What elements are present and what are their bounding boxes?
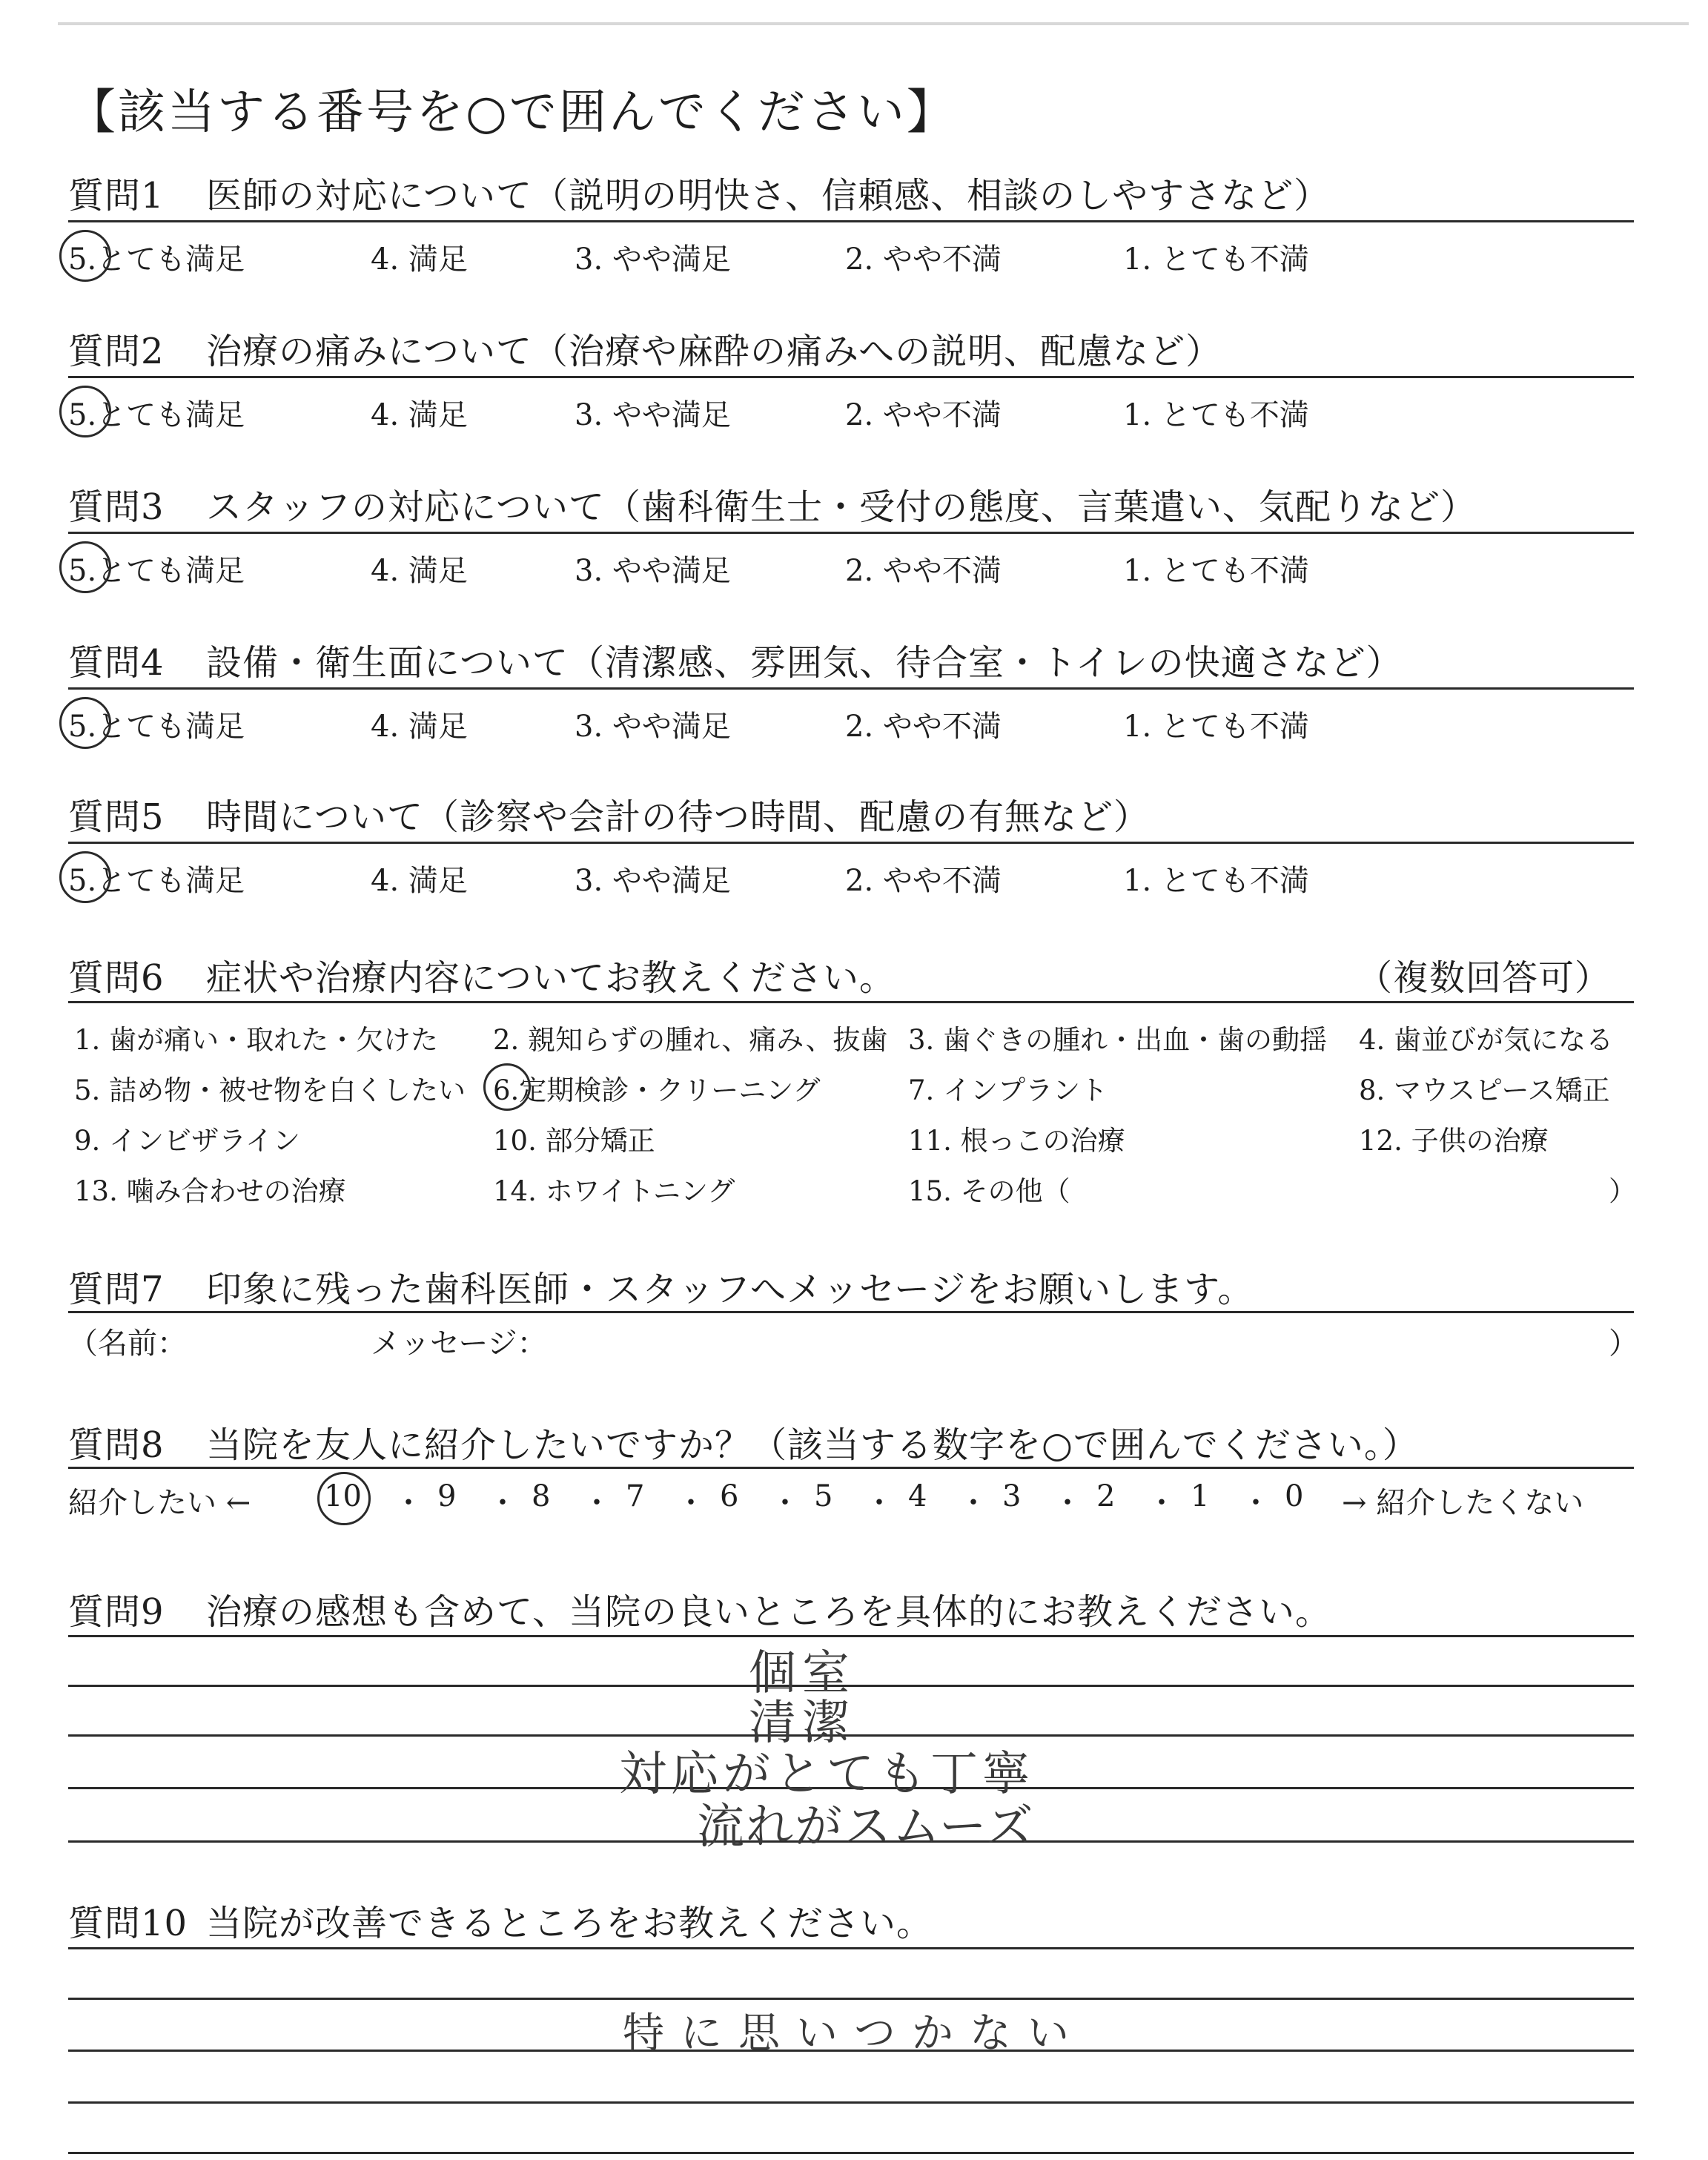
question-label: 質問2 xyxy=(68,331,165,372)
option-5[interactable]: 5.とても満足 xyxy=(68,554,245,588)
score-4[interactable]: 4 xyxy=(908,1479,927,1513)
option-3[interactable]: 3. やや満足 xyxy=(575,398,731,432)
option-5[interactable]: 5.とても満足 xyxy=(68,710,245,744)
option-4[interactable]: 4. 満足 xyxy=(371,398,468,432)
question-text: 時間について（診察や会計の待つ時間、配慮の有無など） xyxy=(206,796,1151,838)
question-rule xyxy=(68,1001,1634,1003)
question-rule xyxy=(68,220,1634,222)
dot: ・ xyxy=(864,1486,894,1520)
option-1[interactable]: 1. とても不満 xyxy=(1123,398,1309,432)
option-1[interactable]: 1. とても不満 xyxy=(1123,554,1309,588)
dot: ・ xyxy=(959,1486,988,1520)
score-5[interactable]: 5 xyxy=(814,1479,833,1513)
q6-option-5[interactable]: 5. 詰め物・被せ物を白くしたい xyxy=(74,1074,466,1106)
option-5[interactable]: 5.とても満足 xyxy=(68,398,245,432)
question-text: 治療の感想も含めて、当院の良いところを具体的にお教えください。 xyxy=(206,1591,1332,1633)
question-rule xyxy=(68,532,1634,534)
selected-circle xyxy=(59,851,111,903)
option-2[interactable]: 2. やや不満 xyxy=(845,554,1002,588)
q6-option-1[interactable]: 1. 歯が痛い・取れた・欠けた xyxy=(74,1024,439,1056)
option-2[interactable]: 2. やや不満 xyxy=(845,864,1002,898)
question-label: 質問1 xyxy=(68,175,165,217)
score-2[interactable]: 2 xyxy=(1096,1479,1116,1513)
q6-option-10[interactable]: 10. 部分矯正 xyxy=(493,1125,655,1157)
question-label: 質問7 xyxy=(68,1269,165,1310)
option-2[interactable]: 2. やや不満 xyxy=(845,398,1002,432)
score-1[interactable]: 1 xyxy=(1191,1479,1210,1513)
question-label: 質問5 xyxy=(68,796,165,838)
handwritten-answer: 流れがスムーズ xyxy=(697,1800,1035,1855)
option-1[interactable]: 1. とても不満 xyxy=(1123,864,1309,898)
question-text: 当院を友人に紹介したいですか？（該当する数字を○で囲んでください。） xyxy=(206,1424,1419,1466)
question-rule xyxy=(68,1311,1634,1313)
q6-option-14[interactable]: 14. ホワイトニング xyxy=(493,1175,735,1207)
handwritten-answer: 対応がとても丁寧 xyxy=(619,1747,1034,1802)
option-2[interactable]: 2. やや不満 xyxy=(845,242,1002,277)
answer-line xyxy=(68,2152,1634,2154)
question-text: 医師の対応について（説明の明快さ、信頼感、相談のしやすさなど） xyxy=(206,175,1331,217)
question-label: 質問4 xyxy=(68,642,165,684)
question-label: 質問10 xyxy=(68,1903,188,1944)
question-label: 質問6 xyxy=(68,957,165,999)
top-border xyxy=(58,22,1689,25)
q6-option-7[interactable]: 7. インプラント xyxy=(908,1074,1108,1106)
q6-option-11[interactable]: 11. 根っこの治療 xyxy=(908,1125,1125,1157)
option-4[interactable]: 4. 満足 xyxy=(371,710,468,744)
q6-option-6[interactable]: 6.定期検診・クリーニング xyxy=(493,1074,821,1106)
score-8[interactable]: 8 xyxy=(532,1479,551,1513)
q6-option-13[interactable]: 13. 噛み合わせの治療 xyxy=(74,1175,346,1207)
question-label: 質問3 xyxy=(68,486,165,528)
page-heading: 【該当する番号を○で囲んでください】 xyxy=(68,85,956,140)
recommend-left-label: 紹介したい ← xyxy=(68,1486,251,1520)
selected-circle xyxy=(59,541,111,593)
option-3[interactable]: 3. やや満足 xyxy=(575,554,731,588)
q6-option-4[interactable]: 4. 歯並びが気になる xyxy=(1359,1024,1614,1056)
answer-line xyxy=(68,2101,1634,2104)
option-3[interactable]: 3. やや満足 xyxy=(575,864,731,898)
answer-line xyxy=(68,1998,1634,2000)
name-label: （名前： xyxy=(68,1327,187,1361)
dot: ・ xyxy=(1241,1486,1271,1520)
option-3[interactable]: 3. やや満足 xyxy=(575,710,731,744)
score-7[interactable]: 7 xyxy=(626,1479,645,1513)
q6-option-2[interactable]: 2. 親知らずの腫れ、痛み、抜歯 xyxy=(493,1024,888,1056)
dot: ・ xyxy=(394,1486,423,1520)
dot: ・ xyxy=(1053,1486,1082,1520)
handwritten-answer: 特に思いつかない xyxy=(623,2009,1085,2058)
option-4[interactable]: 4. 満足 xyxy=(371,242,468,277)
recommend-right-label: → 紹介したくない xyxy=(1342,1486,1584,1520)
score-10[interactable]: 10 xyxy=(324,1479,362,1513)
other-close-paren: ） xyxy=(1609,1175,1636,1207)
selected-circle xyxy=(59,697,111,749)
option-1[interactable]: 1. とても不満 xyxy=(1123,242,1309,277)
q6-option-8[interactable]: 8. マウスピース矯正 xyxy=(1359,1074,1610,1106)
selected-circle xyxy=(59,230,111,282)
question-rule xyxy=(68,687,1634,690)
close-paren: ） xyxy=(1609,1327,1638,1361)
multiple-answers-note: （複数回答可） xyxy=(1357,957,1612,999)
score-9[interactable]: 9 xyxy=(437,1479,457,1513)
option-5[interactable]: 5.とても満足 xyxy=(68,242,245,277)
selected-circle xyxy=(317,1472,371,1525)
option-5[interactable]: 5.とても満足 xyxy=(68,864,245,898)
dot: ・ xyxy=(1147,1486,1176,1520)
dot: ・ xyxy=(770,1486,800,1520)
option-2[interactable]: 2. やや不満 xyxy=(845,710,1002,744)
question-rule xyxy=(68,376,1634,378)
handwritten-answer: 個室 xyxy=(749,1646,855,1701)
option-4[interactable]: 4. 満足 xyxy=(371,554,468,588)
selected-circle xyxy=(483,1063,531,1111)
question-label: 質問9 xyxy=(68,1591,165,1633)
score-3[interactable]: 3 xyxy=(1002,1479,1022,1513)
q6-option-15[interactable]: 15. その他（ xyxy=(908,1175,1070,1207)
score-6[interactable]: 6 xyxy=(720,1479,739,1513)
q6-option-3[interactable]: 3. 歯ぐきの腫れ・出血・歯の動揺 xyxy=(908,1024,1328,1056)
answer-line xyxy=(68,1947,1634,1949)
selected-circle xyxy=(59,386,111,437)
question-text: 症状や治療内容についてお教えください。 xyxy=(206,957,896,999)
option-3[interactable]: 3. やや満足 xyxy=(575,242,731,277)
question-text: 印象に残った歯科医師・スタッフへメッセージをお願いします。 xyxy=(206,1269,1254,1310)
message-label: メッセージ： xyxy=(371,1327,547,1361)
question-rule xyxy=(68,1467,1634,1469)
question-rule xyxy=(68,842,1634,844)
dot: ・ xyxy=(488,1486,517,1520)
question-text: 設備・衛生面について（清潔感、雰囲気、待合室・トイレの快適さなど） xyxy=(206,642,1403,684)
dot: ・ xyxy=(582,1486,612,1520)
question-text: 治療の痛みについて（治療や麻酔の痛みへの説明、配慮など） xyxy=(206,331,1222,372)
handwritten-answer: 清潔 xyxy=(749,1696,855,1751)
option-1[interactable]: 1. とても不満 xyxy=(1123,710,1309,744)
option-4[interactable]: 4. 満足 xyxy=(371,864,468,898)
q6-option-12[interactable]: 12. 子供の治療 xyxy=(1359,1125,1549,1157)
q6-option-9[interactable]: 9. インビザライン xyxy=(74,1125,300,1157)
dot: ・ xyxy=(676,1486,706,1520)
question-label: 質問8 xyxy=(68,1424,165,1466)
question-text: 当院が改善できるところをお教えください。 xyxy=(206,1903,933,1944)
score-0[interactable]: 0 xyxy=(1285,1479,1304,1513)
question-text: スタッフの対応について（歯科衛生士・受付の態度、言葉遣い、気配りなど） xyxy=(206,486,1477,528)
